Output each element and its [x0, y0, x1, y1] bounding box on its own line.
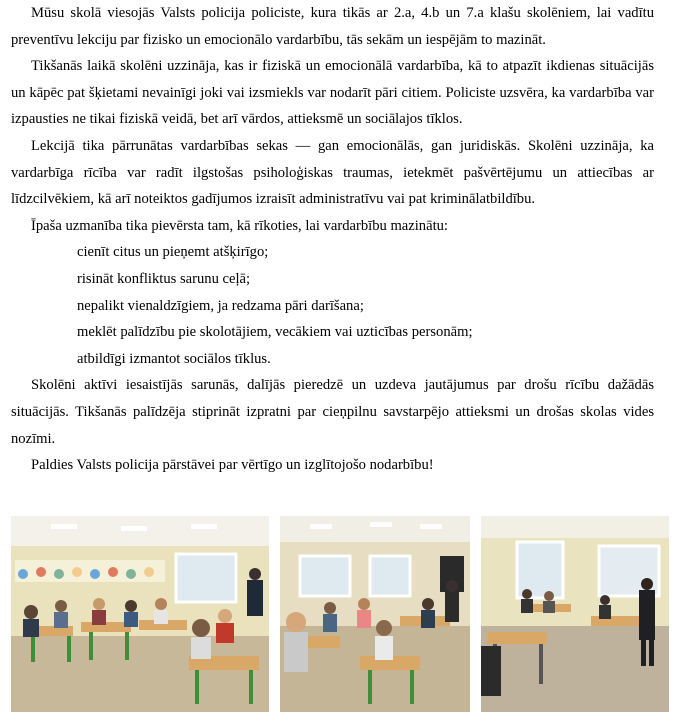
paragraph-6: Paldies Valsts policija pārstāvei par vērtīgo un izglītojošo nodarbību!: [31, 457, 434, 474]
paragraph-1: Mūsu skolā viesojās Valsts policija policiste, kura tikās ar 2.a, 4.b un 7.a klašu skolēniem, lai vadītu preventīvu lekciju par fizisko un emocionālo vardarbību, tās sekām un iespējām to mazināt.: [11, 5, 654, 48]
list-item: meklēt palīdzību pie skolotājiem, vecākiem vai uzticības personām;: [77, 324, 473, 341]
list-item: risināt konfliktus sarunu ceļā;: [77, 270, 251, 287]
paragraph-3: Lekcijā tika pārrunātas vardarbības sekas — gan emocionālās, gan juridiskās. Skolēni uzzināja, ka vardarbīga rīcība var radīt ilgstošas psiholoģiskas traumas, ietekmēt pašvērtējumu un attiecības ar līdzcilvēkiem, kā arī noteiktos gadījumos izraisīt administratīvu vai pat kriminālatbildību.: [11, 137, 654, 208]
advice-list: [11, 239, 654, 372]
list-item: nepalikt vienaldzīgiem, ja redzama pāri darīšana;: [77, 297, 364, 314]
paragraph-2: Tikšanās laikā skolēni uzzināja, kas ir fiziskā un emocionālā vardarbība, kā to atpazīt ikdienas situācijās un kāpēc pat šķietami nevainīgi joki vai izsmiekls var nodarīt pāri citiem. Policiste uzsvēra, ka vardarbība var izpausties ne tikai fiziskā veidā, bet arī vārdos, attieksmē un sociālajos tīklos.: [11, 58, 654, 128]
list-item: atbildīgi izmantot sociālos tīklus.: [77, 350, 271, 367]
article-body: [11, 0, 654, 479]
paragraph-4: Īpaša uzmanība tika pievērsta tam, kā rīkoties, lai vardarbību mazinātu:: [31, 217, 448, 234]
photo-row: [11, 516, 669, 712]
list-item: cienīt citus un pieņemt atšķirīgo;: [77, 244, 269, 261]
classroom-photo-1: [11, 516, 269, 712]
paragraph-5: Skolēni aktīvi iesaistījās sarunās, dalījās pieredzē un uzdeva jautājumus par drošu rīcību dažādās situācijās. Tikšanās palīdzēja stiprināt izpratni par cieņpilnu savstarpējo attieksmi un drošas skolas vides nozīmi.: [11, 377, 654, 447]
classroom-photo-2: [280, 516, 470, 712]
classroom-photo-3: [481, 516, 669, 712]
